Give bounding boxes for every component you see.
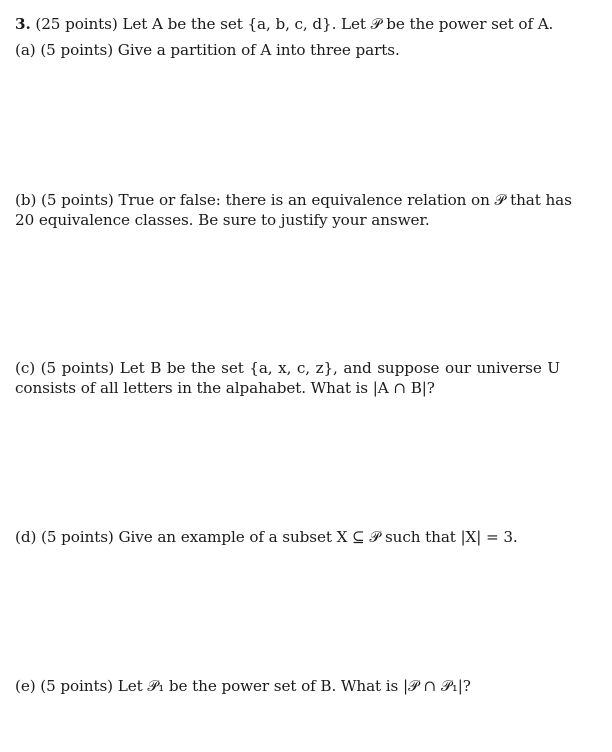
part-c-text-line2: consists of all letters in the alpahabet. What is |A ∩ B|? bbox=[15, 379, 435, 397]
part-c-text-line1: (c) (5 points) Let B be the set {a, x, c, z}, and suppose our universe U bbox=[15, 359, 560, 377]
part-e-text: (e) (5 points) Let 𝒫₁ be the power set of B. What is |𝒫 ∩ 𝒫₁|? bbox=[15, 677, 471, 695]
part-b-text-line1: (b) (5 points) True or false: there is an equivalence relation on 𝒫 that has bbox=[15, 191, 572, 209]
problem-intro: (25 points) Let A be the set {a, b, c, d}. Let 𝒫 be the power set of A. bbox=[35, 15, 554, 33]
problem-header bbox=[15, 14, 560, 34]
part-b-text-line2: 20 equivalence classes. Be sure to justify your answer. bbox=[15, 211, 430, 229]
problem-number: 3. bbox=[15, 15, 31, 33]
part-d-text: (d) (5 points) Give an example of a subset X ⊆ 𝒫 such that |X| = 3. bbox=[15, 528, 518, 546]
part-a-text: (a) (5 points) Give a partition of A into three parts. bbox=[15, 41, 400, 59]
